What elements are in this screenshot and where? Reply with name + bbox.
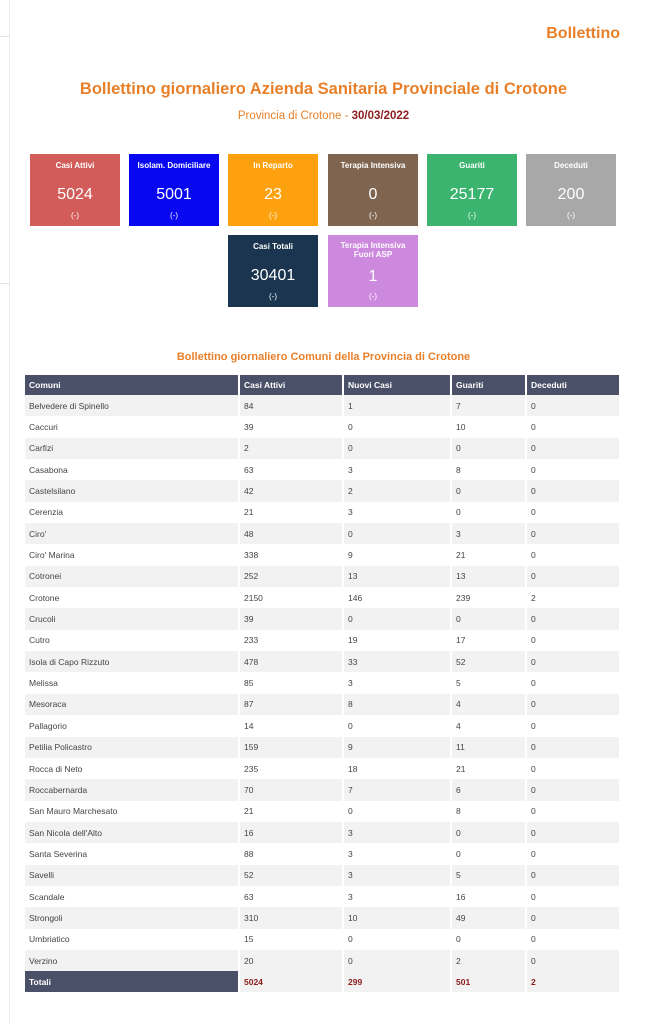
cell-deceduti: 0 (526, 950, 619, 971)
table-row (25, 694, 619, 715)
cell-deceduti: 0 (526, 886, 619, 907)
cell-deceduti: 0 (526, 907, 619, 928)
cell-deceduti: 0 (526, 566, 619, 587)
card-value: 23 (264, 186, 282, 203)
cell-guariti: 239 (451, 587, 526, 608)
card-delta: (-) (567, 211, 575, 220)
cell-guariti: 21 (451, 758, 526, 779)
cell-nuovi-casi: 2 (343, 480, 451, 501)
cell-guariti: 8 (451, 801, 526, 822)
province-label: Provincia di Crotone (237, 110, 342, 122)
cell-deceduti: 0 (526, 651, 619, 672)
cell-guariti: 2 (451, 950, 526, 971)
table-row (25, 929, 619, 950)
cell-casi-attivi: 338 (239, 544, 343, 565)
cell-guariti: 13 (451, 566, 526, 587)
cell-nuovi-casi: 3 (343, 886, 451, 907)
cell-casi-attivi: 15 (239, 929, 343, 950)
table-row (25, 544, 619, 565)
cell-guariti: 0 (451, 822, 526, 843)
cell-nuovi-casi: 0 (343, 801, 451, 822)
cell-deceduti: 0 (526, 801, 619, 822)
header-nuovi-casi[interactable]: Nuovi Casi (343, 375, 451, 395)
table-row (25, 459, 619, 480)
cell-comune: Scandale (25, 886, 239, 907)
cell-casi-attivi: 310 (239, 907, 343, 928)
cell-deceduti: 0 (526, 715, 619, 736)
cell-casi-attivi: 84 (239, 395, 343, 416)
cell-comune: Strongoli (25, 907, 239, 928)
cell-comune: Ciro' Marina (25, 544, 239, 565)
brand-title[interactable]: Bollettino (546, 25, 620, 42)
card-label: Terapia Intensiva Fuori ASP (340, 241, 406, 259)
cell-deceduti: 0 (526, 758, 619, 779)
table-row (25, 651, 619, 672)
cell-deceduti: 0 (526, 630, 619, 651)
cell-comune: San Nicola dell'Alto (25, 822, 239, 843)
cell-casi-attivi: 88 (239, 843, 343, 864)
cell-deceduti: 0 (526, 822, 619, 843)
cell-casi-attivi: 63 (239, 459, 343, 480)
cell-nuovi-casi: 3 (343, 822, 451, 843)
cell-nuovi-casi: 1 (343, 395, 451, 416)
cell-nuovi-casi: 0 (343, 523, 451, 544)
cell-guariti: 0 (451, 929, 526, 950)
cell-deceduti: 0 (526, 523, 619, 544)
cell-comune: Mesoraca (25, 694, 239, 715)
cell-comune: Casabona (25, 459, 239, 480)
cell-comune: Crotone (25, 587, 239, 608)
cell-casi-attivi: 70 (239, 779, 343, 800)
cell-comune: Pallagorio (25, 715, 239, 736)
table-row (25, 502, 619, 523)
cell-guariti: 4 (451, 694, 526, 715)
cell-guariti: 10 (451, 416, 526, 437)
cell-comune: San Mauro Marchesato (25, 801, 239, 822)
cell-casi-attivi: 478 (239, 651, 343, 672)
cell-guariti: 5 (451, 672, 526, 693)
cell-comune: Cerenzia (25, 502, 239, 523)
table-row (25, 438, 619, 459)
cell-comune: Ciro' (25, 523, 239, 544)
table-row (25, 395, 619, 416)
card-label: Terapia Intensiva (340, 161, 406, 170)
cell-guariti: 49 (451, 907, 526, 928)
cell-guariti: 3 (451, 523, 526, 544)
table-row (25, 715, 619, 736)
cell-nuovi-casi: 13 (343, 566, 451, 587)
cell-casi-attivi: 20 (239, 950, 343, 971)
table-header-row (25, 375, 619, 395)
cell-guariti: 21 (451, 544, 526, 565)
table-row (25, 822, 619, 843)
cell-comune: Isola di Capo Rizzuto (25, 651, 239, 672)
page-title: Bollettino giornaliero Azienda Sanitaria Provinciale di Crotone (79, 80, 568, 98)
card-label: Casi Totali (253, 242, 293, 251)
card-value: 25177 (449, 186, 495, 203)
cell-deceduti: 0 (526, 502, 619, 523)
cell-nuovi-casi: 19 (343, 630, 451, 651)
header-deceduti[interactable]: Deceduti (526, 375, 619, 395)
cell-casi-attivi: 63 (239, 886, 343, 907)
cell-casi-attivi: 39 (239, 608, 343, 629)
cell-deceduti: 0 (526, 608, 619, 629)
totals-nuovi-casi: 299 (343, 971, 451, 992)
cell-guariti: 0 (451, 843, 526, 864)
cell-nuovi-casi: 33 (343, 651, 451, 672)
cell-casi-attivi: 2 (239, 438, 343, 459)
cell-guariti: 0 (451, 502, 526, 523)
cell-nuovi-casi: 3 (343, 502, 451, 523)
cell-guariti: 0 (451, 608, 526, 629)
cell-casi-attivi: 2150 (239, 587, 343, 608)
card-delta: (-) (71, 211, 79, 220)
cell-casi-attivi: 14 (239, 715, 343, 736)
cell-guariti: 6 (451, 779, 526, 800)
card-delta: (-) (468, 211, 476, 220)
header-comuni[interactable]: Comuni (25, 375, 239, 395)
card-label: In Reparto (253, 161, 293, 170)
cell-deceduti: 0 (526, 544, 619, 565)
card-casi-attivi (30, 154, 120, 226)
header-guariti[interactable]: Guariti (451, 375, 526, 395)
card-casi-totali (228, 235, 318, 307)
cell-nuovi-casi: 3 (343, 459, 451, 480)
left-edge-strip (0, 0, 10, 1024)
cell-guariti: 11 (451, 737, 526, 758)
cell-nuovi-casi: 9 (343, 544, 451, 565)
card-delta: (-) (369, 292, 377, 301)
cell-deceduti: 2 (526, 587, 619, 608)
cell-guariti: 4 (451, 715, 526, 736)
cell-guariti: 8 (451, 459, 526, 480)
cell-nuovi-casi: 0 (343, 438, 451, 459)
table-row (25, 801, 619, 822)
card-in-reparto (228, 154, 318, 226)
cell-deceduti: 0 (526, 395, 619, 416)
totals-guariti: 501 (451, 971, 526, 992)
cell-nuovi-casi: 0 (343, 608, 451, 629)
bulletin-date: 30/03/2022 (351, 110, 410, 122)
table-row (25, 779, 619, 800)
cell-casi-attivi: 21 (239, 502, 343, 523)
card-guariti (427, 154, 517, 226)
cell-casi-attivi: 87 (239, 694, 343, 715)
cell-comune: Castelsilano (25, 480, 239, 501)
card-terapia-intensiva (328, 154, 418, 226)
cell-nuovi-casi: 0 (343, 715, 451, 736)
table-row (25, 630, 619, 651)
card-delta: (-) (269, 292, 277, 301)
cell-guariti: 5 (451, 865, 526, 886)
table-row (25, 865, 619, 886)
cell-comune: Cutro (25, 630, 239, 651)
cell-casi-attivi: 233 (239, 630, 343, 651)
cell-casi-attivi: 159 (239, 737, 343, 758)
cell-guariti: 0 (451, 480, 526, 501)
cell-comune: Melissa (25, 672, 239, 693)
table-row (25, 566, 619, 587)
cell-casi-attivi: 252 (239, 566, 343, 587)
header-casi-attivi[interactable]: Casi Attivi (239, 375, 343, 395)
card-delta: (-) (170, 211, 178, 220)
cell-nuovi-casi: 3 (343, 843, 451, 864)
cell-nuovi-casi: 0 (343, 950, 451, 971)
page-subtitle (0, 110, 647, 122)
cell-comune: Rocca di Neto (25, 758, 239, 779)
cell-nuovi-casi: 3 (343, 865, 451, 886)
cell-comune: Savelli (25, 865, 239, 886)
cell-casi-attivi: 52 (239, 865, 343, 886)
card-delta: (-) (369, 211, 377, 220)
cell-nuovi-casi: 3 (343, 672, 451, 693)
cell-comune: Roccabernarda (25, 779, 239, 800)
card-value: 5001 (156, 186, 192, 203)
cell-guariti: 17 (451, 630, 526, 651)
cell-deceduti: 0 (526, 737, 619, 758)
card-label: Isolam. Domiciliare (137, 161, 211, 170)
table-row (25, 672, 619, 693)
cell-casi-attivi: 39 (239, 416, 343, 437)
table-row (25, 587, 619, 608)
table-row (25, 416, 619, 437)
card-label: Casi Attivi (55, 161, 95, 170)
cell-deceduti: 0 (526, 480, 619, 501)
card-value: 5024 (57, 186, 93, 203)
table-row (25, 523, 619, 544)
cell-nuovi-casi: 8 (343, 694, 451, 715)
cell-nuovi-casi: 0 (343, 416, 451, 437)
cell-nuovi-casi: 9 (343, 737, 451, 758)
table-row (25, 886, 619, 907)
card-value: 0 (368, 186, 378, 203)
cell-comune: Belvedere di Spinello (25, 395, 239, 416)
cell-deceduti: 0 (526, 438, 619, 459)
cell-comune: Carfizi (25, 438, 239, 459)
cell-nuovi-casi: 18 (343, 758, 451, 779)
cell-comune: Santa Severina (25, 843, 239, 864)
section-title: Bollettino giornaliero Comuni della Provincia di Crotone (176, 351, 471, 363)
cell-nuovi-casi: 10 (343, 907, 451, 928)
subtitle-separator: - (341, 110, 352, 122)
table-row (25, 737, 619, 758)
card-deceduti (526, 154, 616, 226)
cell-deceduti: 0 (526, 694, 619, 715)
card-isolamento-domiciliare (129, 154, 219, 226)
card-label: Deceduti (554, 161, 588, 170)
cell-comune: Verzino (25, 950, 239, 971)
cell-guariti: 16 (451, 886, 526, 907)
card-terapia-intensiva-fuori-asp (328, 235, 418, 307)
table-row (25, 950, 619, 971)
cell-guariti: 0 (451, 438, 526, 459)
cell-casi-attivi: 235 (239, 758, 343, 779)
cell-casi-attivi: 42 (239, 480, 343, 501)
totals-deceduti: 2 (526, 971, 619, 992)
table-row (25, 843, 619, 864)
cell-deceduti: 0 (526, 416, 619, 437)
cell-guariti: 7 (451, 395, 526, 416)
cell-nuovi-casi: 7 (343, 779, 451, 800)
cell-nuovi-casi: 146 (343, 587, 451, 608)
cell-comune: Crucoli (25, 608, 239, 629)
card-value: 200 (557, 186, 585, 203)
totals-casi-attivi: 5024 (239, 971, 343, 992)
card-value: 30401 (250, 267, 296, 284)
table-row (25, 758, 619, 779)
cell-comune: Petilia Policastro (25, 737, 239, 758)
cell-casi-attivi: 48 (239, 523, 343, 544)
table-row (25, 480, 619, 501)
cell-casi-attivi: 21 (239, 801, 343, 822)
cell-nuovi-casi: 0 (343, 929, 451, 950)
card-delta: (-) (269, 211, 277, 220)
cell-deceduti: 0 (526, 929, 619, 950)
cell-comune: Caccuri (25, 416, 239, 437)
cell-comune: Cotronei (25, 566, 239, 587)
cell-deceduti: 0 (526, 843, 619, 864)
totals-row (25, 971, 619, 992)
cell-deceduti: 0 (526, 672, 619, 693)
table-row (25, 907, 619, 928)
totals-label: Totali (25, 971, 239, 992)
cell-casi-attivi: 16 (239, 822, 343, 843)
cell-deceduti: 0 (526, 459, 619, 480)
card-label: Guariti (459, 161, 485, 170)
table-row (25, 608, 619, 629)
comuni-table (25, 375, 619, 992)
cell-comune: Umbriatico (25, 929, 239, 950)
cell-guariti: 52 (451, 651, 526, 672)
cell-deceduti: 0 (526, 865, 619, 886)
cell-deceduti: 0 (526, 779, 619, 800)
card-value: 1 (368, 268, 378, 285)
cell-casi-attivi: 85 (239, 672, 343, 693)
